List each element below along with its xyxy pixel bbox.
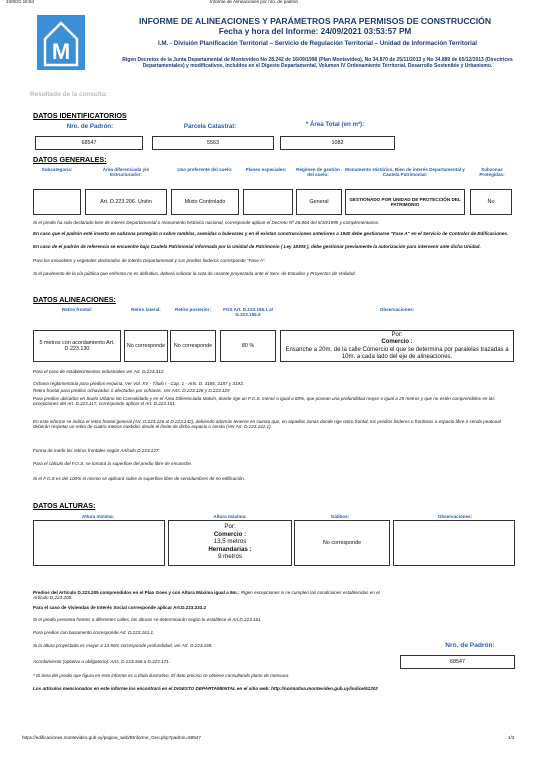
gen-h-regimen: Régimen de gestión del suelo: [296,167,340,178]
area-value: 1082 [331,139,344,146]
gen-h-subcategoria: Subcategoría: [41,167,73,172]
report-date: Fecha y hora del Informe: 24/09/2021 03:53:57 PM [218,27,412,36]
print-date: 24/9/21 15:54 [6,0,35,4]
logo-letter: M [51,39,71,64]
identificatorios-title: DATOS IDENTIFICATORIOS [33,111,127,120]
alt-h-minima: Altura mínima: [81,514,115,519]
gen-note-1: Si el predio ha sido declarado bien de interés Departamental o monumento histórico nacional, corresponde aplicar el Decreto Nº 26.864 del 5/10/1995 y complementarios. [33,220,380,225]
al-note-4: Para predios ubicados en Suelo Urbano No Consolidado y en el Área Diferenciada Malvín, donde rige un F.O.S. menor o igual a 60%, que posean una profundidad mayor o igual a 25 metros y que no estén comprendidos en las excepciones del Art. D.223.117, corresponde aplicar el Art. D.223.151. [33,396,495,407]
al-posterior-cell: No corresponde [170,330,216,362]
gen-uso-cell: Mixto Controlado [171,189,239,215]
area-label: * Área Total (en m²): [305,121,365,128]
catastral-value-box [152,136,274,150]
al-note-6: Forma de medir los retiros frontales según Artículo D.223.127. [33,448,160,453]
al-lateral-cell: No corresponde [124,330,168,362]
gen-regimen-cell: General [296,189,342,215]
alineaciones-title: DATOS ALINEACIONES: [33,295,116,304]
division-line: I.M. - División Planificación Territorial – Servicio de Regulación Territorial – Unidad de Información Territorial [157,40,478,47]
alturas-title: DATOS ALTURAS: [33,501,96,510]
al-obs-cell: Por: Comercio : Ensanche a 20m. de la calle Comercio el que se determina por paralelas trazadas a 10m. a cada lado del eje de alineaciones. [280,330,514,362]
padron-label: Nro. de Padrón: [66,123,114,130]
area-value-box [280,136,395,150]
gen-note-3: En caso de el padrón de referencia se encuentre bajo Cautela Patrimonial informada por la Unidad de Patrimonio ( Ley 18308 ), debe gestionar previamente la autorización para intervenir ante dicha Unidad. [33,244,481,249]
footer-padron-label: Nro. de Padrón: [445,642,495,649]
print-url: https://edificaciones.montevideo.gub.uy/pagina_web/BInforme_Geo.php?padron=68547 [22,735,201,740]
al-h-frontal: Retiro frontal: [61,307,93,312]
alt-galibos-cell: No corresponde [294,520,390,566]
print-title: Informe de Alineaciones por nro. de padrón [210,0,299,4]
alt-maxima-cell: Por: Comercio : 13,5 metros Hernandarias : 9 metros [168,520,292,566]
gen-subcategoria-cell [33,189,81,215]
al-note-8: Si el F.O.S es del 100% el mismo se aplicará sobre la superficie libre de servidumbres de no edificación. [33,476,246,481]
al-note-3: Retiro frontal para predios ochavados o afectados por ochavas. Ver Arts. D.223.128 y D.223.129 [33,388,230,393]
alt-line-3: Si la altura proyectada es mayor a 13.50m corresponde profundidad, ver Art. D.223.165. [33,643,213,648]
gen-note-5: Si el pavimento de la vía pública que enfrenta no es definitivo, deberá solicitar la cota de rasante proyectada ante el Serv. de Estudios y Proyectos de Vialidad. [33,271,356,276]
area-note: * El área del predio que figura en este informe es a título ilustrativo. El dato preciso se obtiene consultando plano de mensura. [33,673,290,678]
alt-h-galibos: Gálibos: [330,514,350,519]
gen-note-4: Para los inmuebles y vegetales declarados de interés Departamental y sus predios linderos corresponde "Fase A". [33,258,266,263]
gen-h-subzonas: Subzonas Protegidas: [479,167,505,178]
padron-value-box [35,136,143,150]
print-page: 1/2 [508,735,515,740]
catastral-label: Parcela Catastral: [183,123,237,130]
al-frontal-cell: 5 metros con acordamiento Art. D.223.130 [33,330,121,362]
montevideo-logo [37,15,85,70]
al-h-lateral: Retiro lateral: [131,307,161,312]
digesto-note: Los artículos mencionados en este informe los encontrará en el DIGESTO DEPARTAMENTAL en el sitio web: http://normativa.montevideo.gub.uy/indice/51202 [33,686,378,691]
consulta-label: Resultado de la consulta: [30,91,108,98]
al-h-posterior: Retiro posterior: [175,307,211,312]
al-note-5: En este informe se indica el retiro frontal general (Art. D.223.126 al D.223.142), debiendo además tenerse en cuenta que, en aquellas zonas donde rige retiro frontal, los predios linderos o frontistas a espacio libre o senda peatonal deberán respetar un retiro de cuatro metros medidos desde el límite de dicho espacio o senda (Ver Art. D.223.142.1) [33,419,501,430]
catastral-value: 5563 [207,139,219,146]
gen-h-area: Área diferenciada y/o Estructurador: [102,167,150,178]
alt-line-2: Para predios con basamento corresponde Art. D.223.161.1. [33,630,155,635]
alt-line-1: Si el predio presenta frentes a diferentes calles, las alturas se determinarán según lo establece el Art.D.223.161 [33,617,261,622]
gen-note-2: En caso que el padrón esté inserto en subzona protegida o sobre ramblas, avenidas o bulevares y en él existan construcciones anteriores a 1940 debe gestionarse "Fase A" en el Servicio de Contralor de Edificaciones. [33,231,509,236]
footer-padron-box [400,655,515,669]
report-title: INFORME DE ALINEACIONES Y PARÁMETROS PARA PERMISOS DE CONSTRUCCIÓN [138,16,492,26]
alt-vivienda-title: Para el caso de Viviendas de Interés Social corresponde aplicar Art.D.223.233.2 [33,605,207,610]
gen-subzonas-cell: No [470,189,512,215]
gen-planes-cell [243,189,293,215]
alt-goes-note: Predios del Artículo D.223.205 comprendidos en el Plan Goes y con Altura Máxima igual a 9m.: Rigen excepciones si se cumplen las condiciones establecidas en el Artículo D.223.205. [33,590,380,601]
al-note-1: Para el caso de establecimientos industriales ver Art. D.223.312. [33,369,165,374]
alt-h-maxima: Altura máxima: [213,514,247,519]
padron-value: 68547 [81,139,97,146]
decrees-line: Rigen Decretos de la Junta Departamental de Montevideo No 28.242 de 16/09/1998 (Plan Montevideo), No 34.870 de 25/11/2013 y No 34.889 de 65/12/2013 (Directrices Departamentales) y modificativos, incluidos en el Digesto Departamental, Volumen IV Ordenamiento Territorial, Desarrollo Sostenible y Urbanismo. [122,57,513,69]
footer-padron-value: 68547 [450,658,465,665]
generales-title: DATOS GENERALES: [33,155,107,164]
al-fos-cell: 80 % [220,330,276,362]
alt-h-obs: Observaciones: [437,514,473,519]
alt-minima-cell [33,520,165,566]
al-h-fos: FOS Art. D.223.155.1 al D.223.155.5 [223,307,273,318]
gen-h-planes: Planes especiales: [245,167,287,172]
gen-h-monumento: Monumento Histórico, Bien de interés Departamental y Cautela Patrimonial: [345,167,465,178]
gen-area-cell: Art. D.223.206. Unión [85,189,167,215]
al-note-7: Para el cálculo del F.O.S. se tomará la superficie del predio libre de ensanche. [33,461,193,466]
al-h-obs: Observaciones: [379,307,415,312]
gen-monumento-cell: GESTIONADO POR UNIDAD DE PROTECCIÓN DEL PATRIMONIO [345,189,465,215]
gen-h-uso: Uso preferente del suelo: [177,167,233,172]
alt-obs-cell [393,520,515,566]
alt-line-4: Acordamiento (optativo u obligatorio): Arts. D.223.168 a D.223.171. [33,659,170,664]
al-note-2: Ochava reglamentaria para predios esquina. Ver Vol. XV - Título I - Cap. 1 - Arts. D. 3186, 3187 y 3193. [33,381,244,386]
